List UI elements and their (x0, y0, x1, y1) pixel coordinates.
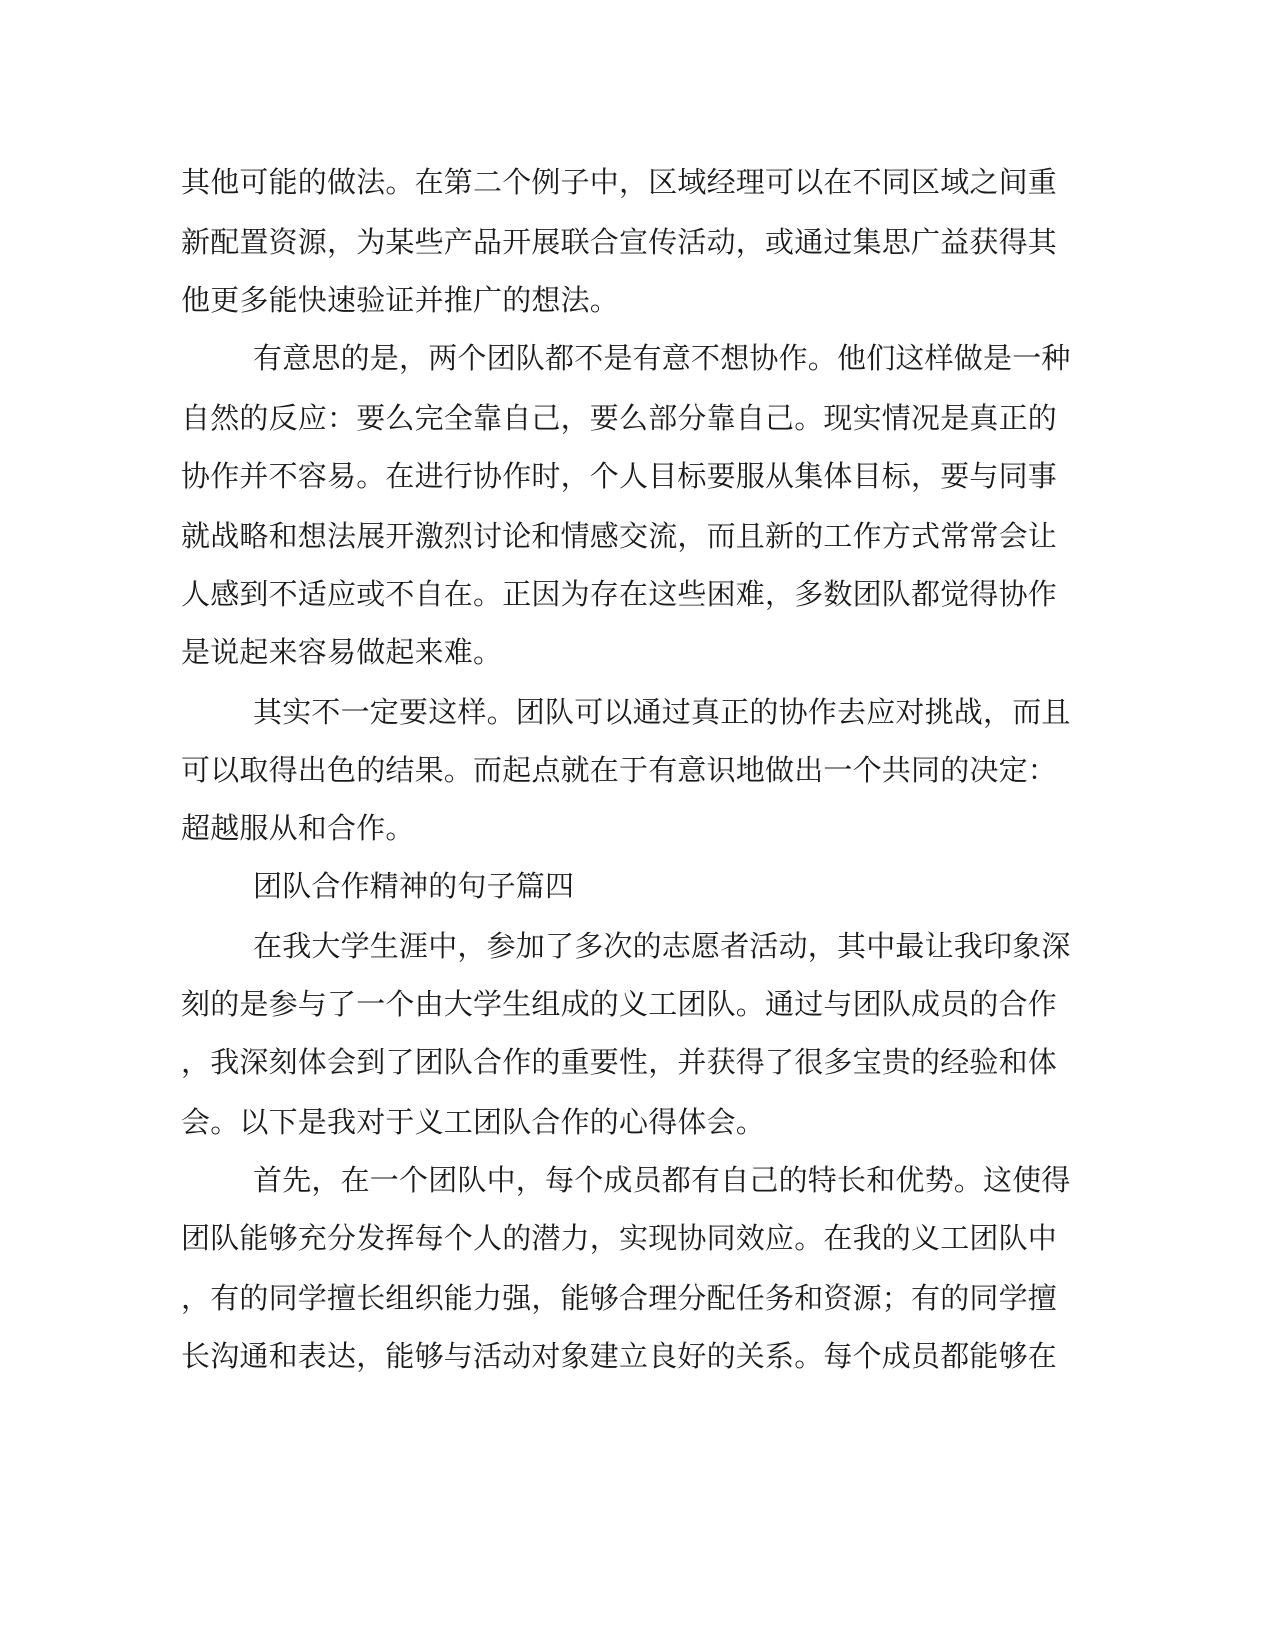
text-line-11: 可以取得出色的结果。而起点就在于有意识地做出一个共同的决定： (181, 753, 1058, 787)
text-line-17: 会。以下是我对于义工团队合作的心得体会。 (181, 1105, 766, 1139)
text-line-18: 首先，在一个团队中，每个成员都有自己的特长和优势。这使得 (253, 1163, 1071, 1197)
text-line-6: 协作并不容易。在进行协作时，个人目标要服从集体目标，要与同事 (181, 459, 1058, 493)
text-line-5: 自然的反应：要么完全靠自己，要么部分靠自己。现实情况是真正的 (181, 401, 1058, 435)
text-line-15: 刻的是参与了一个由大学生组成的义工团队。通过与团队成员的合作 (181, 987, 1058, 1021)
text-line-8: 人感到不适应或不自在。正因为存在这些困难，多数团队都觉得协作 (181, 577, 1058, 611)
text-line-16: ，我深刻体会到了团队合作的重要性，并获得了很多宝贵的经验和体 (181, 1045, 1058, 1079)
text-line-19: 团队能够充分发挥每个人的潜力，实现协同效应。在我的义工团队中 (181, 1221, 1058, 1255)
section-heading: 团队合作精神的句子篇四 (253, 869, 575, 903)
text-line-7: 就战略和想法展开激烈讨论和情感交流，而且新的工作方式常常会让 (181, 519, 1058, 553)
text-line-4: 有意思的是，两个团队都不是有意不想协作。他们这样做是一种 (253, 341, 1071, 375)
text-line-3: 他更多能快速验证并推广的想法。 (181, 283, 620, 317)
text-line-2: 新配置资源，为某些产品开展联合宣传活动，或通过集思广益获得其 (181, 225, 1058, 259)
text-line-12: 超越服从和合作。 (181, 811, 415, 845)
text-line-21: 长沟通和表达，能够与活动对象建立良好的关系。每个成员都能够在 (181, 1339, 1058, 1373)
text-line-9: 是说起来容易做起来难。 (181, 635, 503, 669)
text-line-10: 其实不一定要这样。团队可以通过真正的协作去应对挑战，而且 (253, 695, 1071, 729)
text-line-14: 在我大学生涯中，参加了多次的志愿者活动，其中最让我印象深 (253, 929, 1071, 963)
text-line-20: ，有的同学擅长组织能力强，能够合理分配任务和资源；有的同学擅 (181, 1281, 1058, 1315)
text-line-1: 其他可能的做法。在第二个例子中，区域经理可以在不同区域之间重 (181, 165, 1058, 199)
